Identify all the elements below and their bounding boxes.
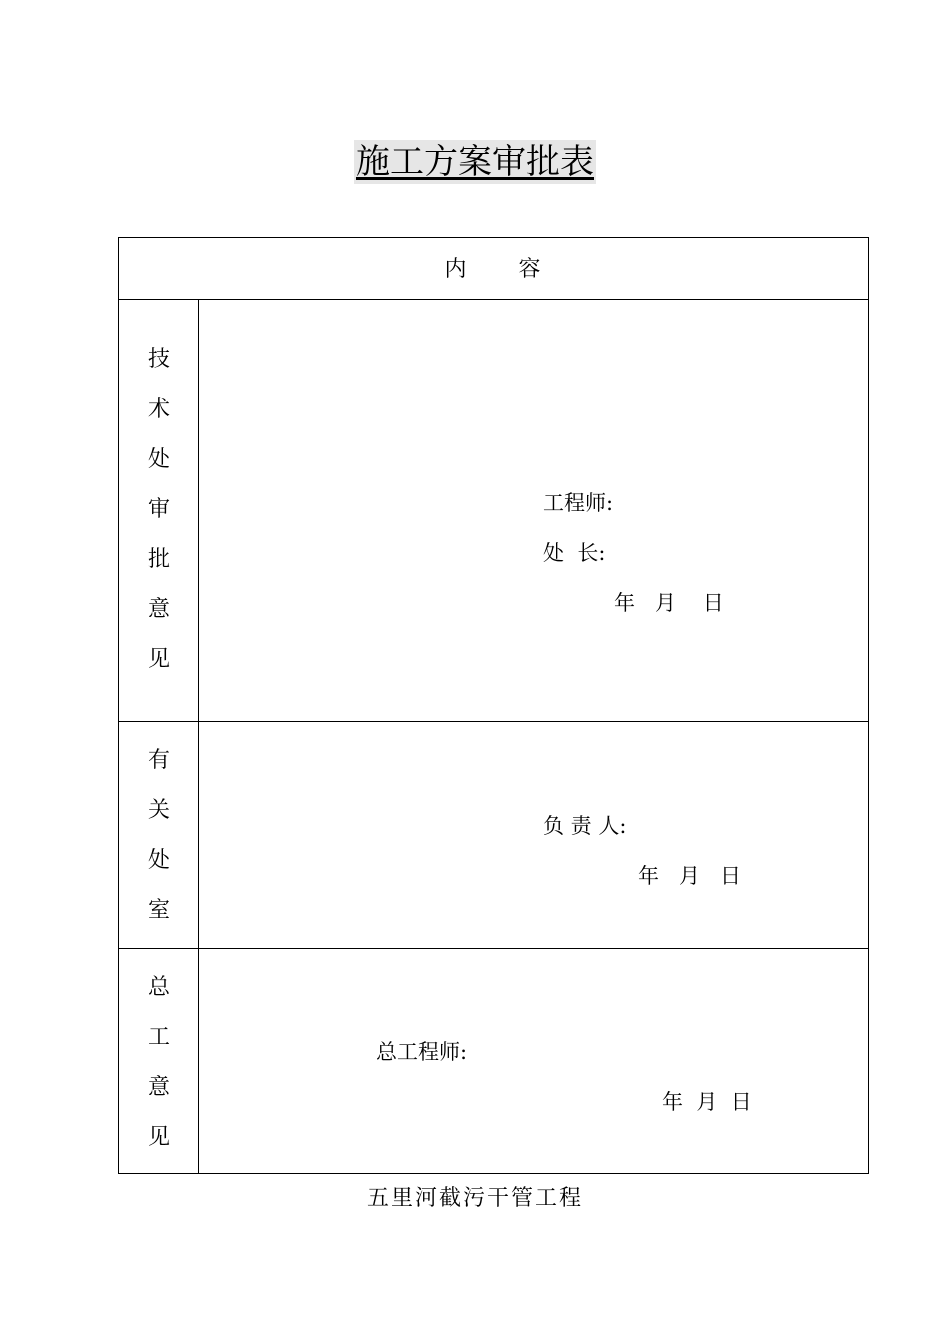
tech-approval-row — [119, 300, 868, 721]
chief-engineer-date-field: 年 月 日 — [662, 1090, 752, 1114]
responsible-person-field: 负 责 人: — [543, 814, 627, 838]
document-title: 施工方案审批表 — [356, 142, 594, 182]
dept-row — [119, 722, 868, 948]
chief-engineer-row — [119, 949, 868, 1173]
header-right-char: 容 — [518, 257, 543, 282]
content-header — [119, 257, 868, 283]
engineer-field: 工程师: — [543, 491, 614, 515]
dept-label: 有 关 处 室 — [147, 748, 170, 923]
chief-engineer-field: 总工程师: — [376, 1040, 468, 1064]
content-header-row — [119, 238, 868, 300]
tech-approval-label: 技 术 处 审 批 意 见 — [147, 347, 170, 672]
approval-form-table — [118, 237, 869, 1174]
dept-date-field: 年 月 日 — [638, 864, 742, 888]
chief-engineer-label: 总 工 意 见 — [147, 975, 170, 1150]
chief-field: 处 长: — [543, 541, 606, 565]
label-column-divider — [198, 299, 199, 1173]
tech-date-field: 年 月 日 — [614, 591, 724, 615]
header-left-char: 内 — [444, 257, 469, 282]
project-name-footer: 五里河截污干管工程 — [366, 1186, 583, 1211]
